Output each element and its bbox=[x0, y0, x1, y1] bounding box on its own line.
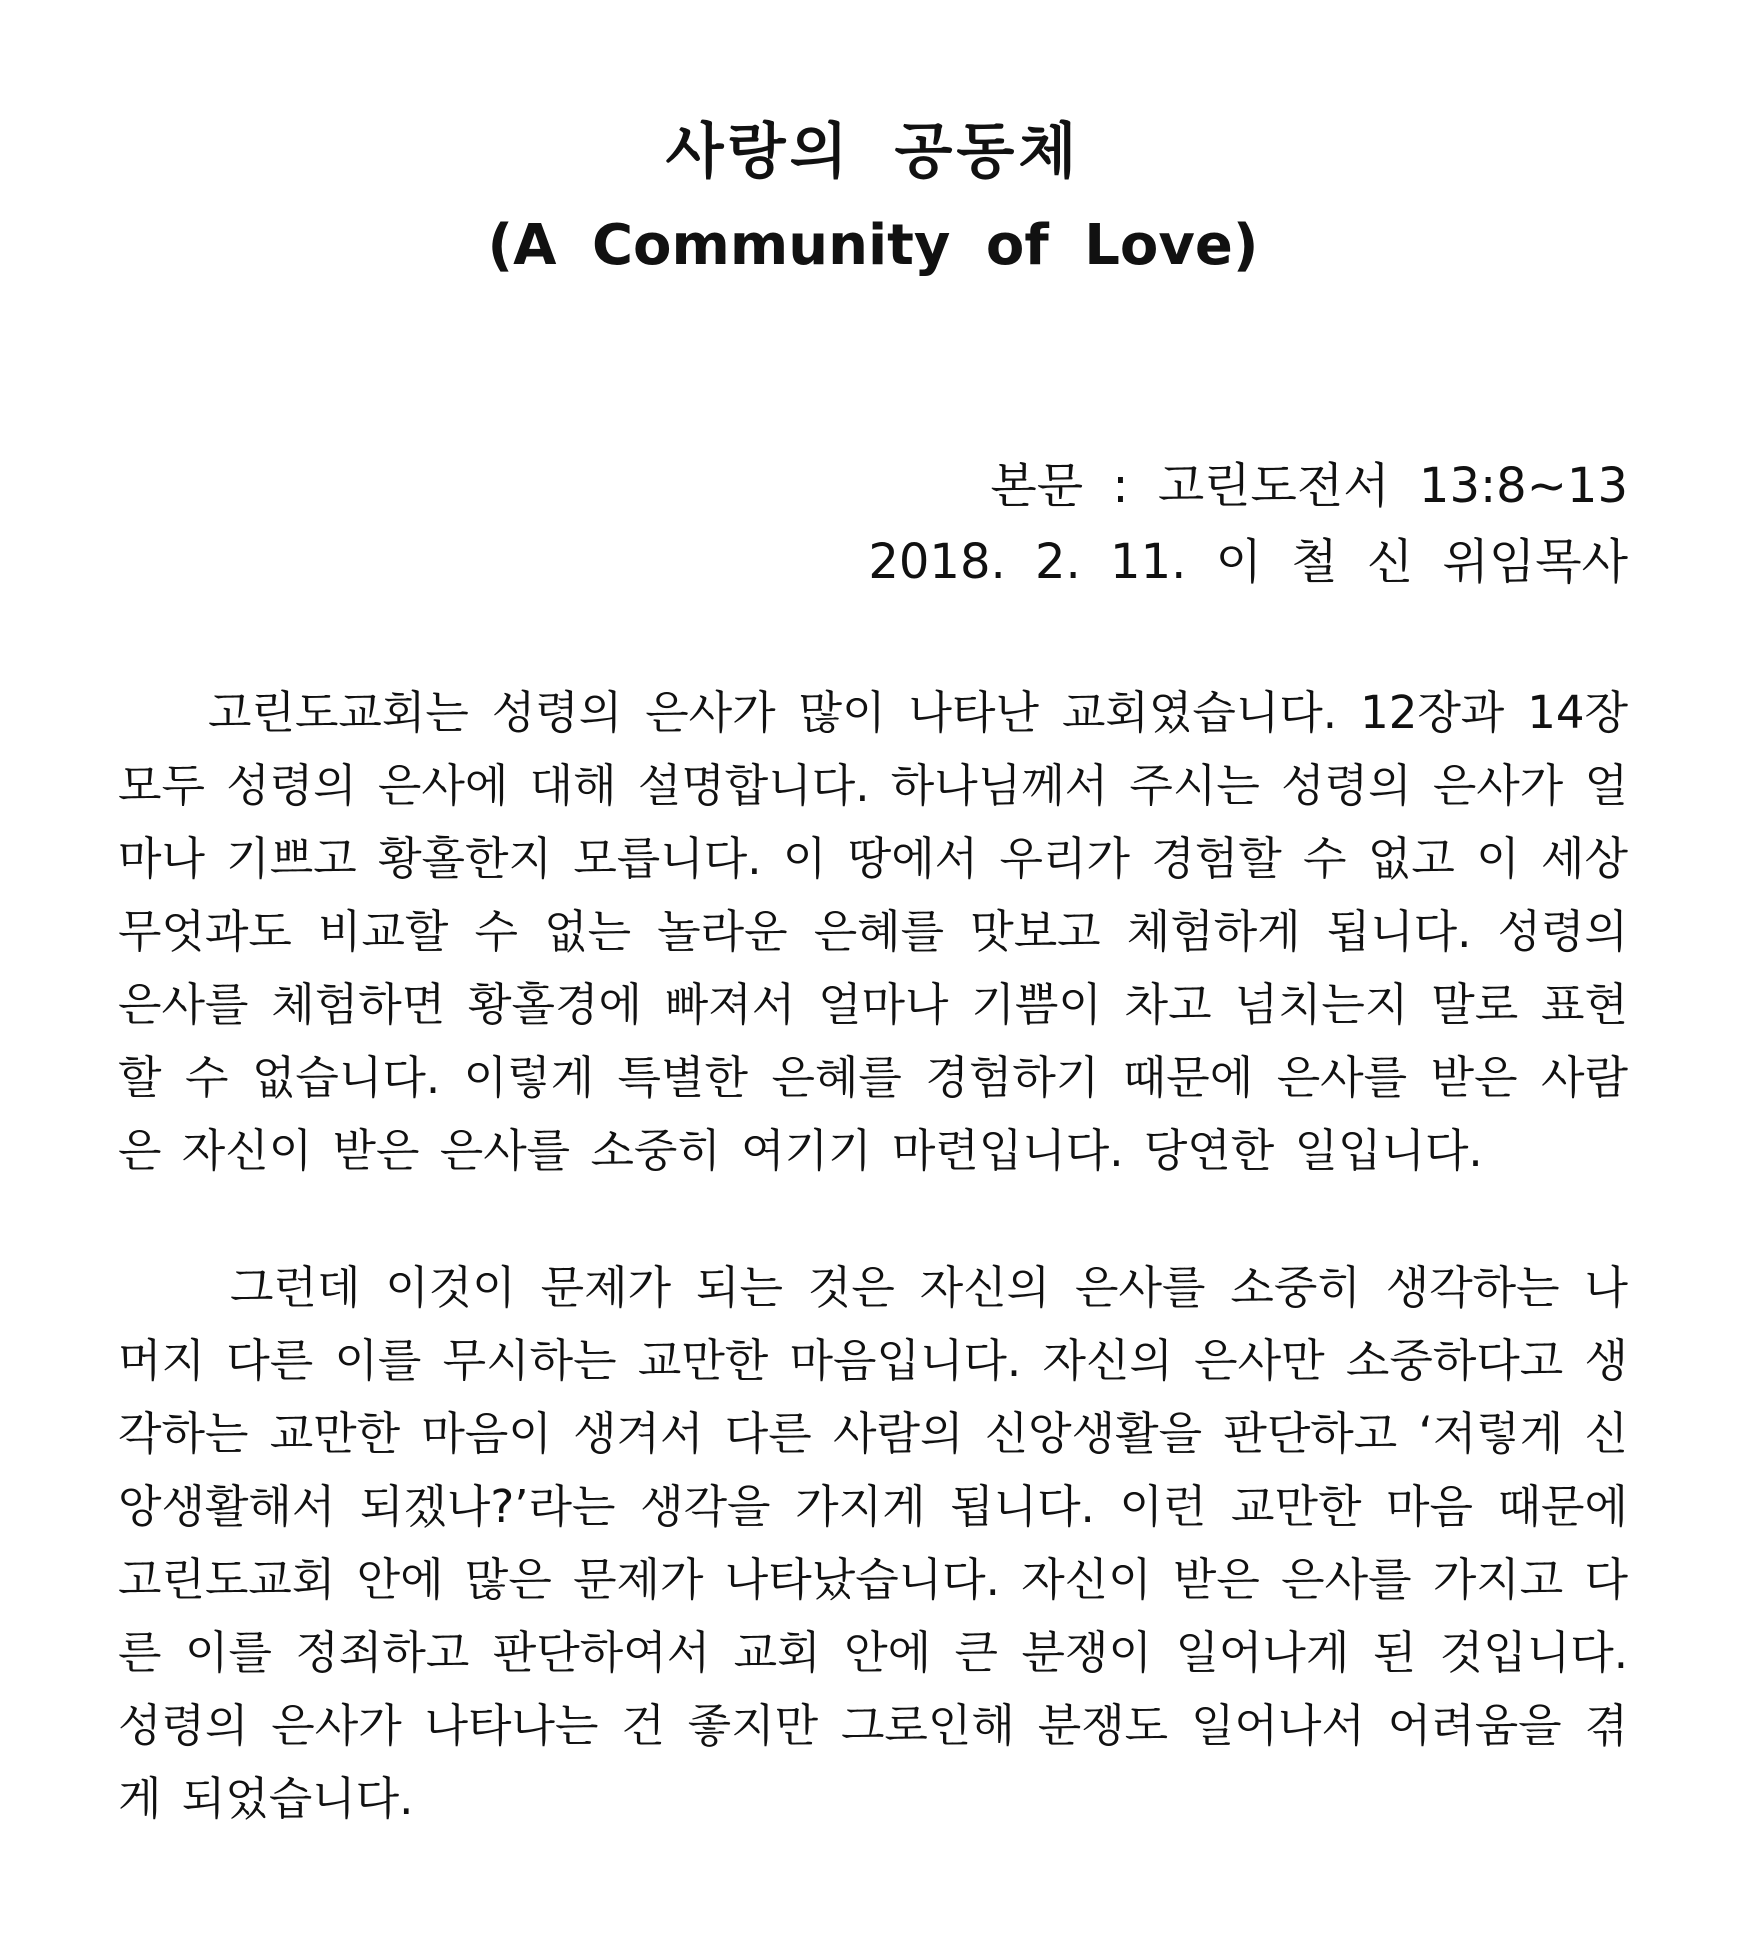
page-title: 사랑의 공동체 bbox=[665, 117, 1081, 187]
body-paragraph: 고린도교회는 성령의 은사가 많이 나타난 교회였습니다. 12장과 14장 모두 성령의 은사에 대해 설명합니다. 하나님께서 주시는 성령의 은사가 얼마나 기쁘고 황홀한지 모릅니다. 이 땅에서 우리가 경험할 수 없고 이 세상 무엇과도 비교할 수 없는 놀라운 은혜를 맛보고 체험하게 됩니다. 성령의 은사를 체험하면 황홀경에 빠져서 얼마나 기쁨이 차고 넘치는지 말로 표현할 수 없습니다. 이렇게 특별한 은혜를 경험하기 때문에 은사를 받은 사람은 자신이 받은 은사를 소중히 여기기 마련입니다. 당연한 일입니다. bbox=[118, 686, 1628, 1177]
page-subtitle: (A Community of Love) bbox=[487, 213, 1259, 278]
scripture-reference: 본문 : 고린도전서 13:8~13 bbox=[990, 458, 1628, 514]
title-block bbox=[0, 108, 1746, 296]
body-paragraph: 그런데 이것이 문제가 되는 것은 자신의 은사를 소중히 생각하는 나머지 다른 이를 무시하는 교만한 마음입니다. 자신의 은사만 소중하다고 생각하는 교만한 마음이 생겨서 다른 사람의 신앙생활을 판단하고 ‘저렇게 신앙생활해서 되겠나?’라는 생각을 가지게 됩니다. 이런 교만한 마음 때문에 고린도교회 안에 많은 문제가 나타났습니다. 자신이 받은 은사를 가지고 다른 이를 정죄하고 판단하여서 교회 안에 큰 분쟁이 일어나게 된 것입니다. 성령의 은사가 나타나는 건 좋지만 그로인해 분쟁도 일어나서 어려움을 겪게 되었습니다. bbox=[118, 1261, 1628, 1825]
sermon-body bbox=[118, 676, 1628, 1899]
sermon-meta bbox=[868, 448, 1628, 600]
date-and-author: 2018. 2. 11. 이 철 신 위임목사 bbox=[868, 534, 1628, 590]
